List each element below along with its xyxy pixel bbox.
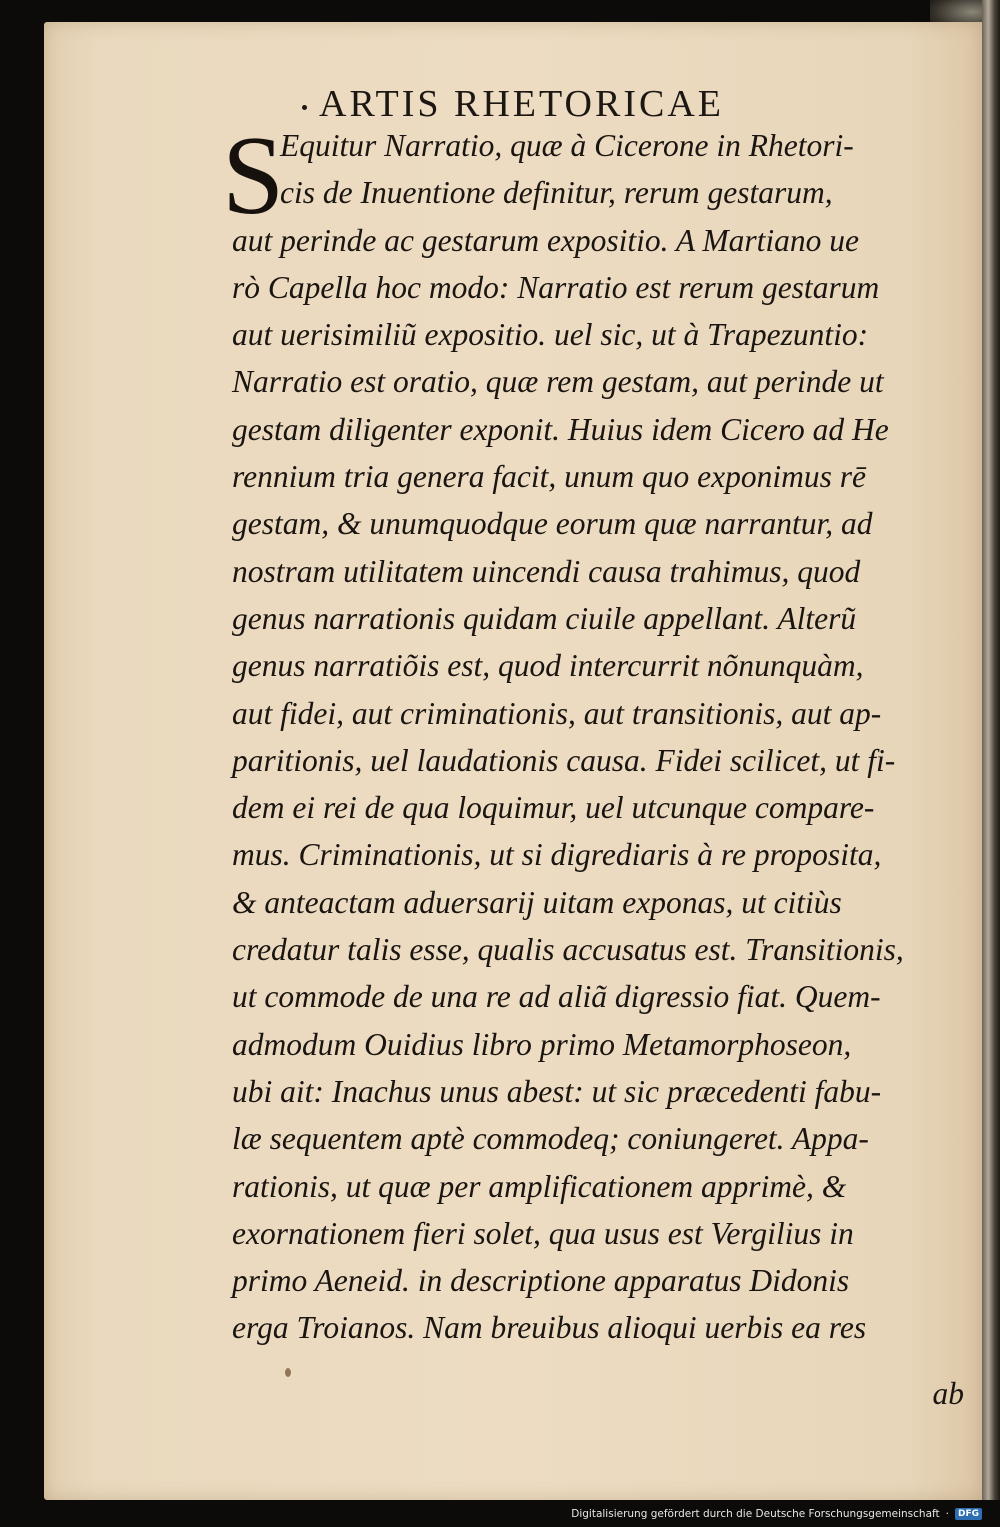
text-line: læ sequentem aptè commodeq; coniungeret. Appa- [232, 1121, 869, 1157]
text-line: dem ei rei de qua loquimur, uel utcunque compare- [232, 790, 875, 826]
text-line: ut commode de una re ad aliã digressio fiat. Quem- [232, 979, 881, 1015]
book-spine-edge [982, 0, 1000, 1500]
text-line: Narratio est oratio, quæ rem gestam, aut perinde ut [232, 364, 884, 400]
text-line: mus. Criminationis, ut si digrediaris à re proposita, [232, 837, 882, 873]
drop-cap-initial: S [222, 114, 285, 238]
text-line: exornationem fieri solet, qua usus est Vergilius in [232, 1215, 854, 1251]
text-line: & anteactam aduersarij uitam exponas, ut citiùs [232, 884, 842, 920]
separator-dot: · [945, 1508, 949, 1520]
text-line: aut perinde ac gestarum expositio. A Martiano ue [232, 222, 860, 258]
text-line: ubi ait: Inachus unus abest: ut sic præcedenti fabu- [232, 1073, 882, 1109]
text-line: gestam, & unumquodque eorum quæ narrantur, ad [232, 506, 873, 542]
text-line: rennium tria genera facit, unum quo exponimus rē [232, 459, 866, 495]
header-dot-ornament [302, 105, 307, 110]
text-line: credatur talis esse, qualis accusatus est. Transitionis, [232, 932, 904, 968]
text-line: rò Capella hoc modo: Narratio est rerum gestarum [232, 269, 880, 305]
digitization-credit [571, 1508, 982, 1520]
dfg-logo: DFG [955, 1508, 982, 1520]
text-line: gestam diligenter exponit. Huius idem Cicero ad He [232, 411, 889, 447]
text-line: nostram utilitatem uincendi causa trahimus, quod [232, 553, 861, 589]
text-line: aut fidei, aut criminationis, aut transitionis, aut ap- [232, 695, 882, 731]
paper-speck [285, 1368, 291, 1377]
text-line: primo Aeneid. in descriptione apparatus Didonis [232, 1263, 850, 1299]
body-text [232, 122, 922, 1352]
text-line: Equitur Narratio, quæ à Cicerone in Rhetori- [280, 128, 854, 163]
text-line: cis de Inuentione definitur, rerum gestarum, [280, 175, 833, 211]
text-line: admodum Ouidius libro primo Metamorphoseon, [232, 1026, 852, 1062]
text-line: paritionis, uel laudationis causa. Fidei scilicet, ut fi- [232, 742, 896, 778]
running-title: ARTIS RHETORICAE [319, 83, 724, 125]
text-line: rationis, ut quæ per amplificationem apprimè, & [232, 1168, 847, 1204]
running-header [44, 82, 982, 126]
credit-text: Digitalisierung gefördert durch die Deutsche Forschungsgemeinschaft [571, 1508, 940, 1520]
text-line: erga Troianos. Nam breuibus alioqui uerbis ea res [232, 1310, 867, 1346]
text-line: aut uerisimiliũ expositio. uel sic, ut à Trapezuntio: [232, 317, 869, 353]
text-line: genus narrationis quidam ciuile appellant. Alterũ [232, 600, 857, 636]
text-line: genus narratiõis est, quod intercurrit nõnunquàm, [232, 648, 864, 684]
catchword: ab [932, 1376, 964, 1411]
